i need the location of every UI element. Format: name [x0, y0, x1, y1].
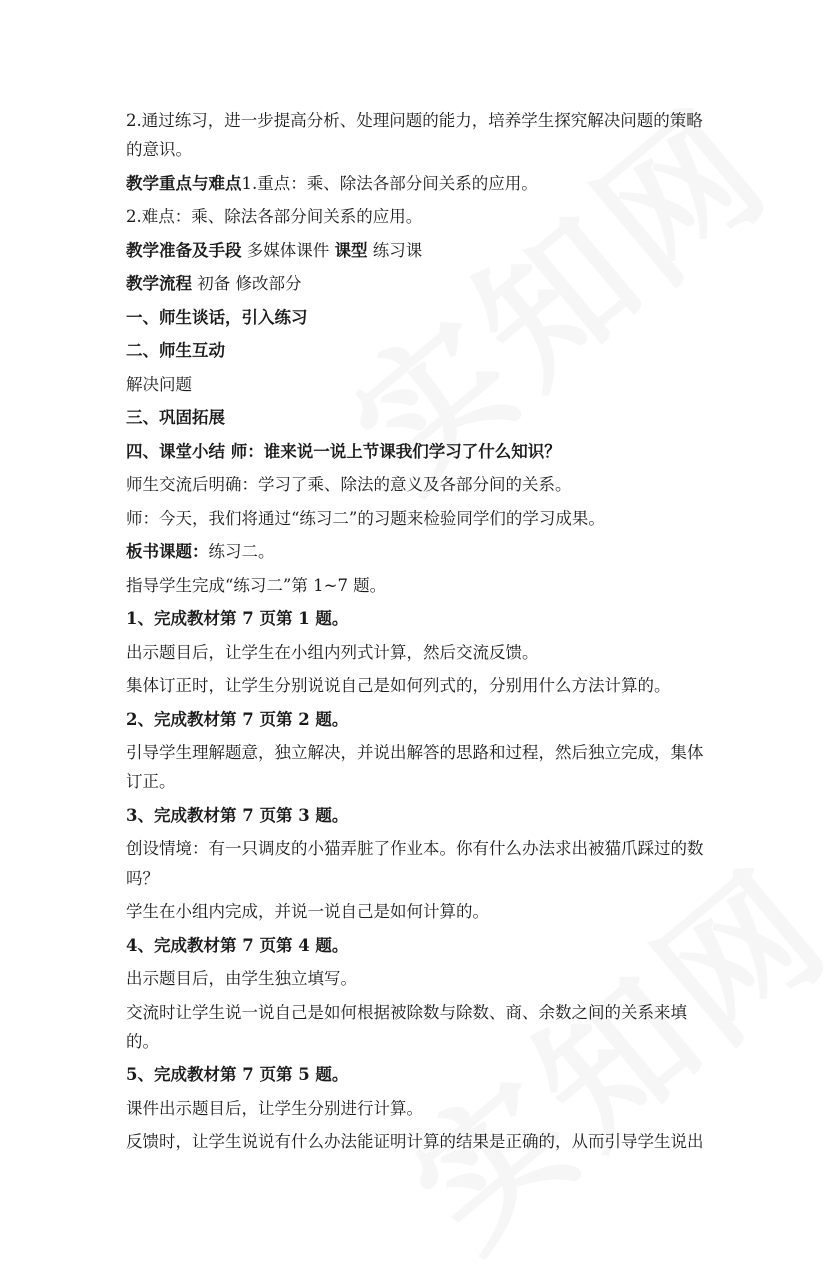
exercise-heading: 2、完成教材第 7 页第 2 题。: [126, 709, 349, 729]
paragraph: 2.难点：乘、除法各部分间关系的应用。: [126, 207, 423, 227]
exercise-heading: 1、完成教材第 7 页第 1 题。: [126, 609, 349, 629]
section-heading: 四、课堂小结 师：谁来说一说上节课我们学习了什么知识？: [126, 441, 561, 461]
paragraph: 师：今天，我们将通过“练习二”的习题来检验同学们的学习成果。: [126, 508, 605, 528]
exercise-heading: 5、完成教材第 7 页第 5 题。: [126, 1065, 349, 1085]
paragraph: 出示题目后，让学生在小组内列式计算，然后交流反馈。: [126, 642, 539, 662]
document-body: [126, 106, 712, 1161]
paragraph: 交流时让学生说一说自己是如何根据被除数与除数、商、余数之间的关系来填的。: [126, 1002, 687, 1051]
section-heading: 一、师生谈话，引入练习: [126, 307, 308, 327]
paragraph: 师生交流后明确：学习了乘、除法的意义及各部分间的关系。: [126, 475, 572, 495]
paragraph: 课件出示题目后，让学生分别进行计算。: [126, 1098, 423, 1118]
paragraph: 集体订正时，让学生分别说说自己是如何列式的，分别用什么方法计算的。: [126, 676, 671, 696]
paragraph: 教学准备及手段 多媒体课件 课型 练习课: [126, 240, 423, 260]
paragraph: 教学流程 初备 修改部分: [126, 274, 302, 294]
paragraph: 指导学生完成“练习二”第 1~7 题。: [126, 575, 387, 595]
section-heading: 三、巩固拓展: [126, 408, 225, 428]
paragraph: 创设情境：有一只调皮的小猫弄脏了作业本。你有什么办法求出被猫爪踩过的数吗？: [126, 839, 704, 888]
section-heading: 二、师生互动: [126, 341, 225, 361]
paragraph: 出示题目后，由学生独立填写。: [126, 969, 357, 989]
paragraph: 引导学生理解题意，独立解决，并说出解答的思路和过程，然后独立完成，集体订正。: [126, 743, 704, 792]
exercise-heading: 4、完成教材第 7 页第 4 题。: [126, 935, 349, 955]
exercise-heading: 3、完成教材第 7 页第 3 题。: [126, 805, 349, 825]
paragraph: 2.通过练习，进一步提高分析、处理问题的能力，培养学生探究解决问题的策略的意识。: [126, 111, 703, 160]
paragraph: 解决问题: [126, 374, 192, 394]
paragraph: 学生在小组内完成，并说一说自己是如何计算的。: [126, 902, 489, 922]
paragraph: 教学重点与难点1.重点：乘、除法各部分间关系的应用。: [126, 173, 538, 193]
paragraph: 反馈时，让学生说说有什么办法能证明计算的结果是正确的，从而引导学生说出: [126, 1132, 704, 1152]
paragraph: 板书课题：练习二。: [126, 542, 275, 562]
